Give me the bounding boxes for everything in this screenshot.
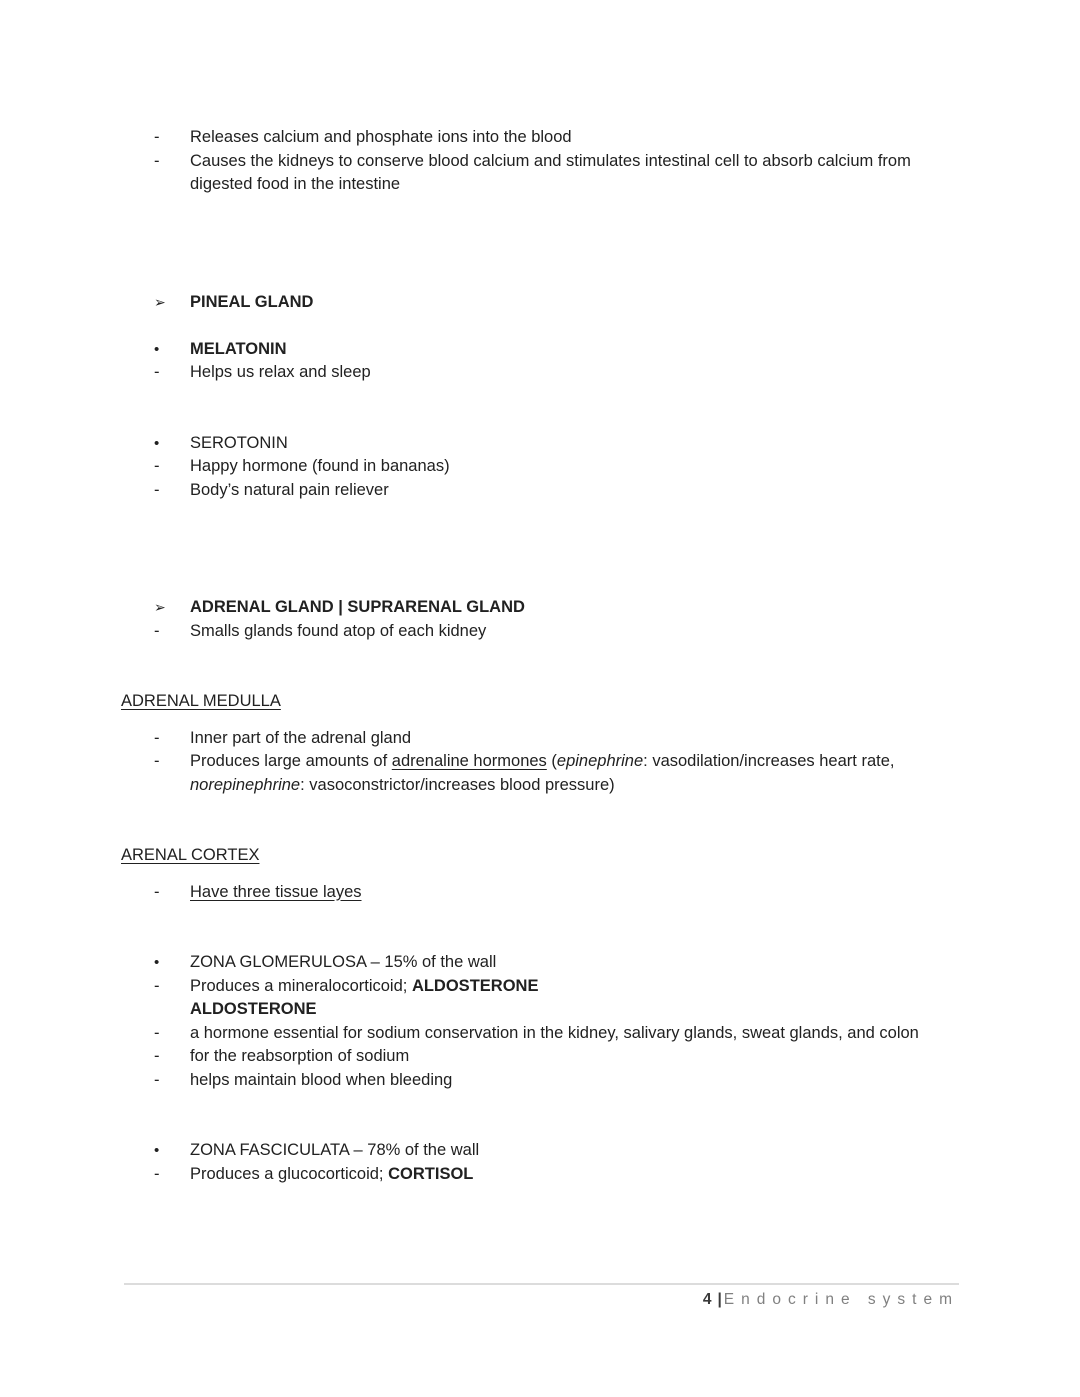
text-segment: a hormone essential for sodium conservation in the kidney, salivary glands, sweat glands, and colon <box>190 1023 919 1042</box>
dash-marker: - <box>154 363 160 381</box>
list-item-text <box>190 881 955 905</box>
text-segment: ALDOSTERONE <box>411 976 539 995</box>
blank-line <box>121 267 960 291</box>
list-item <box>121 150 960 197</box>
text-segment: Produces a glucocorticoid; <box>190 1164 389 1183</box>
text-segment: MELATONIN <box>190 339 287 358</box>
dash-marker: - <box>154 1023 160 1042</box>
section-heading <box>121 690 960 714</box>
blank-line <box>121 643 960 667</box>
text-segment: Happy hormone (found in bananas) <box>190 457 450 475</box>
footer-divider <box>124 1283 959 1285</box>
list-item <box>121 455 960 479</box>
text-segment: ALDOSTERONE <box>190 1000 317 1018</box>
blank-line <box>121 1092 960 1116</box>
text-segment: ADRENAL GLAND | SUPRARENAL GLAND <box>190 598 525 616</box>
dash-marker: - <box>154 976 160 995</box>
text-segment: ( <box>546 752 557 770</box>
text-segment: Smalls glands found atop of each kidney <box>190 621 487 640</box>
dash-marker: - <box>154 1047 160 1065</box>
dash-marker: - <box>154 457 160 475</box>
text-segment: Have three tissue layes <box>190 882 362 901</box>
text-segment: epinephrine <box>556 752 644 770</box>
list-item <box>121 291 960 315</box>
text-segment: Helps us relax and sleep <box>190 363 371 381</box>
list-item-text <box>190 1069 955 1093</box>
bullet-marker: • <box>154 340 160 358</box>
dash-marker: - <box>154 621 160 640</box>
list-item <box>121 620 960 644</box>
blank-line <box>121 928 960 952</box>
list-item-text <box>190 1163 955 1187</box>
text-segment: SEROTONIN <box>190 433 288 452</box>
list-item-text <box>190 455 955 479</box>
list-item <box>121 750 960 797</box>
text-segment: Produces large amounts of <box>190 752 392 770</box>
text-segment: for the reabsorption of sodium <box>190 1047 410 1065</box>
list-item-text <box>190 126 955 150</box>
dash-marker: - <box>154 1070 160 1089</box>
footer-separator: | <box>717 1291 722 1308</box>
dash-marker: - <box>154 882 160 901</box>
bullet-marker: • <box>154 1142 160 1159</box>
text-segment: helps maintain blood when bleeding <box>190 1070 453 1089</box>
blank-line <box>121 526 960 550</box>
dash-marker: - <box>154 728 160 747</box>
text-segment: ADRENAL MEDULLA <box>121 692 281 710</box>
blank-line <box>121 244 960 268</box>
bullet-marker: • <box>154 434 160 452</box>
list-item-text <box>190 361 955 385</box>
list-item <box>121 126 960 150</box>
blank-line <box>121 408 960 432</box>
list-item <box>121 1163 960 1187</box>
text-segment: ZONA FASCICULATA – 78% of the wall <box>190 1141 480 1159</box>
list-item-text <box>190 750 955 797</box>
text-segment: CORTISOL <box>388 1164 474 1183</box>
list-item-text <box>190 620 955 644</box>
list-item <box>121 338 960 362</box>
list-item <box>121 432 960 456</box>
page-number: 4 <box>702 1291 714 1308</box>
blank-line <box>121 385 960 409</box>
bullet-marker: • <box>154 954 160 971</box>
text-segment: PINEAL GLAND <box>190 292 314 311</box>
list-item <box>121 881 960 905</box>
blank-line <box>121 1116 960 1140</box>
list-item <box>121 596 960 620</box>
page-footer <box>703 1289 959 1311</box>
blank-line <box>121 573 960 597</box>
list-item <box>121 1022 960 1046</box>
text-segment: Causes the kidneys to conserve blood calcium and stimulates intestinal cell to absorb calcium from digested food in the intestine <box>190 151 911 193</box>
arrow-marker: ➢ <box>154 293 166 310</box>
list-item-text <box>190 1045 955 1069</box>
text-segment: : vasoconstrictor/increases blood pressure) <box>300 775 615 794</box>
document-content <box>121 126 960 1186</box>
list-item <box>121 1139 960 1163</box>
list-item <box>121 951 960 975</box>
list-item-text <box>190 150 955 197</box>
dash-marker: - <box>154 128 160 146</box>
text-segment: norepinephrine <box>190 775 301 794</box>
blank-line <box>121 904 960 928</box>
list-item-text <box>190 338 955 362</box>
list-item-text <box>190 596 955 620</box>
footer-title: Endocrine system <box>723 1291 959 1308</box>
list-item-text <box>190 951 955 975</box>
blank-line <box>121 220 960 244</box>
list-item <box>121 361 960 385</box>
blank-line <box>121 314 960 338</box>
text-segment: Releases calcium and phosphate ions into the blood <box>190 128 572 146</box>
dash-marker: - <box>154 151 160 170</box>
dash-marker: - <box>154 1164 160 1183</box>
blank-line <box>121 667 960 691</box>
text-segment: Produces a mineralocorticoid; <box>190 976 412 995</box>
section-heading <box>121 844 960 868</box>
list-item-text <box>190 1022 955 1046</box>
list-item <box>121 1045 960 1069</box>
list-item-text <box>190 727 955 751</box>
text-segment: ZONA GLOMERULOSA – 15% of the wall <box>190 953 497 971</box>
list-item-text <box>190 291 955 315</box>
text-segment: Inner part of the adrenal gland <box>190 728 412 747</box>
blank-line <box>121 502 960 526</box>
text-segment: : vasodilation/increases heart rate, <box>643 752 895 770</box>
blank-line <box>121 549 960 573</box>
blank-line <box>121 197 960 221</box>
blank-line <box>121 821 960 845</box>
list-item-text <box>190 479 955 503</box>
arrow-marker: ➢ <box>154 599 166 615</box>
list-item-text <box>190 432 955 456</box>
dash-marker: - <box>154 480 160 499</box>
blank-line <box>121 797 960 821</box>
dash-marker: - <box>154 752 160 770</box>
text-segment: adrenaline hormones <box>391 752 547 770</box>
list-item <box>121 975 960 1022</box>
list-item <box>121 1069 960 1093</box>
list-item <box>121 727 960 751</box>
text-segment: ARENAL CORTEX <box>121 846 260 864</box>
list-item <box>121 479 960 503</box>
list-item-text <box>190 1139 955 1163</box>
text-segment: Body’s natural pain reliever <box>190 480 389 499</box>
list-item-text <box>190 975 955 1022</box>
